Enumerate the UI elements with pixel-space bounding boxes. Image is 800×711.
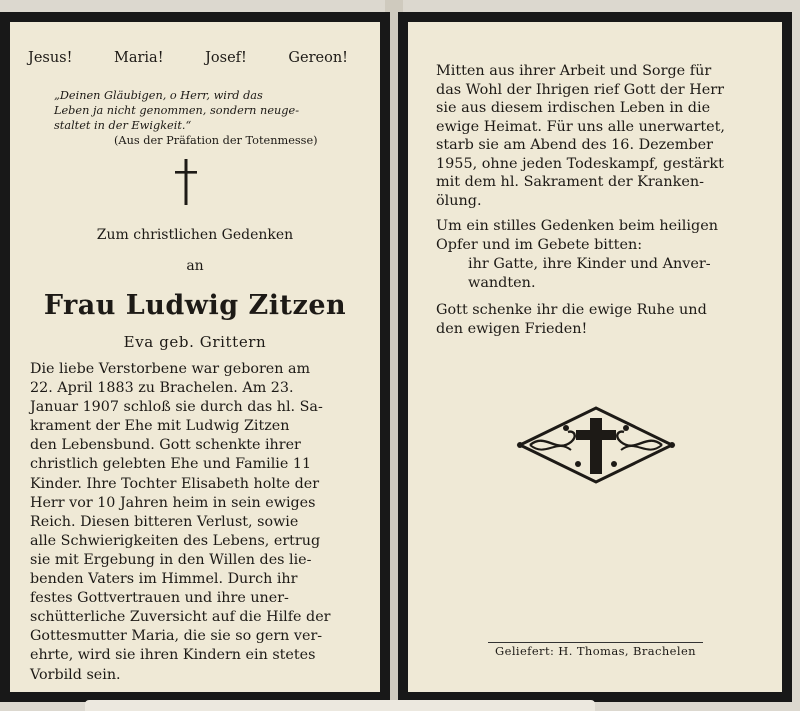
notice-line: 1955, ohne jeden Todeskampf, gestärkt xyxy=(436,155,724,172)
blessing-line: Gott schenke ihr die ewige Ruhe und xyxy=(436,302,707,318)
bio-line: 22. April 1883 zu Brachelen. Am 23. xyxy=(30,380,294,397)
faint-show-through xyxy=(488,522,718,637)
birth-name: Eva geb. Grittern xyxy=(123,333,267,351)
cross-emblem-icon xyxy=(516,402,676,488)
memorial-heading: Zum christlichen Gedenken xyxy=(96,227,294,243)
notice-line: starb sie am Abend des 16. Dezember xyxy=(436,137,714,153)
family-line: ihr Gatte, ihre Kinder und Anver- xyxy=(468,256,711,272)
notice-line: mit dem hl. Sakrament der Kranken- xyxy=(436,174,705,190)
death-notice xyxy=(436,62,781,210)
right-card-border xyxy=(398,12,792,702)
bio-line: christlich gelebten Ehe und Familie 11 xyxy=(30,456,312,473)
bio-line: Kinder. Ihre Tochter Elisabeth holte der xyxy=(30,475,320,492)
quote-source: (Aus der Präfation der Totenmesse) xyxy=(114,134,318,147)
bio-line: krament der Ehe mit Ludwig Zitzen xyxy=(30,418,290,435)
notice-line: das Wohl der Ihrigen rief Gott der Herr xyxy=(436,81,725,98)
notice-line: Mitten aus ihrer Arbeit und Sorge für xyxy=(436,63,712,79)
bio-line: schütterliche Zuversicht auf die Hilfe der xyxy=(30,609,331,626)
request-line: Um ein stilles Gedenken beim heiligen xyxy=(436,218,718,234)
bio-line: Vorbild sein. xyxy=(30,666,121,683)
bio-line: festes Gottvertrauen und ihre uner- xyxy=(30,590,289,607)
quote-line: „Deinen Gläubigen, o Herr, wird das xyxy=(54,89,263,102)
liturgy-quote xyxy=(54,88,318,148)
blessing xyxy=(436,301,781,339)
bio-line: sie mit Ergebung in den Willen des lie- xyxy=(30,551,312,568)
bio-line: ehrte, wird sie ihren Kindern ein stetes xyxy=(30,647,316,664)
notice-line: ölung. xyxy=(436,192,482,209)
bio-line: den Lebensbund. Gott schenkte ihrer xyxy=(30,437,301,454)
left-card-panel xyxy=(10,22,380,692)
notice-line: ewige Heimat. Für uns alle unerwartet, xyxy=(436,118,726,135)
quote-line: Leben ja nicht genommen, sondern neuge- xyxy=(54,104,300,117)
bio-line: Reich. Diesen bitteren Verlust, sowie xyxy=(30,513,299,530)
request-line: Opfer und im Gebete bitten: xyxy=(436,237,643,253)
holy-name: Jesus! xyxy=(28,50,73,66)
blessing-line: den ewigen Frieden! xyxy=(436,321,588,337)
printer-credit: Geliefert: H. Thomas, Brachelen xyxy=(495,644,696,658)
paper-edge xyxy=(85,700,595,711)
biography xyxy=(30,360,360,685)
cross-icon xyxy=(173,159,199,205)
family-line: wandten. xyxy=(468,275,536,291)
notice-line: sie aus diesem irdischen Leben in die xyxy=(436,100,711,116)
right-card-panel xyxy=(408,22,782,692)
holy-names xyxy=(28,50,348,66)
deceased-name: Frau Ludwig Zitzen xyxy=(43,290,347,321)
memorial-an: an xyxy=(186,258,204,274)
bio-line: Gottesmutter Maria, die sie so gern ver- xyxy=(30,628,323,645)
supplier-divider xyxy=(488,642,703,643)
holy-name: Josef! xyxy=(205,50,247,66)
left-card-border xyxy=(0,12,390,702)
holy-name: Gereon! xyxy=(288,50,348,66)
bio-line: benden Vaters im Himmel. Durch ihr xyxy=(30,571,298,588)
prayer-request xyxy=(436,217,781,293)
bio-line: alle Schwierigkeiten des Lebens, ertrug xyxy=(30,532,321,549)
holy-name: Maria! xyxy=(114,50,164,66)
quote-line: staltet in der Ewigkeit.“ xyxy=(54,119,192,132)
bio-line: Januar 1907 schloß sie durch das hl. Sa- xyxy=(30,399,323,416)
bio-line: Herr vor 10 Jahren heim in sein ewiges xyxy=(30,494,316,511)
bio-line: Die liebe Verstorbene war geboren am xyxy=(30,361,311,377)
